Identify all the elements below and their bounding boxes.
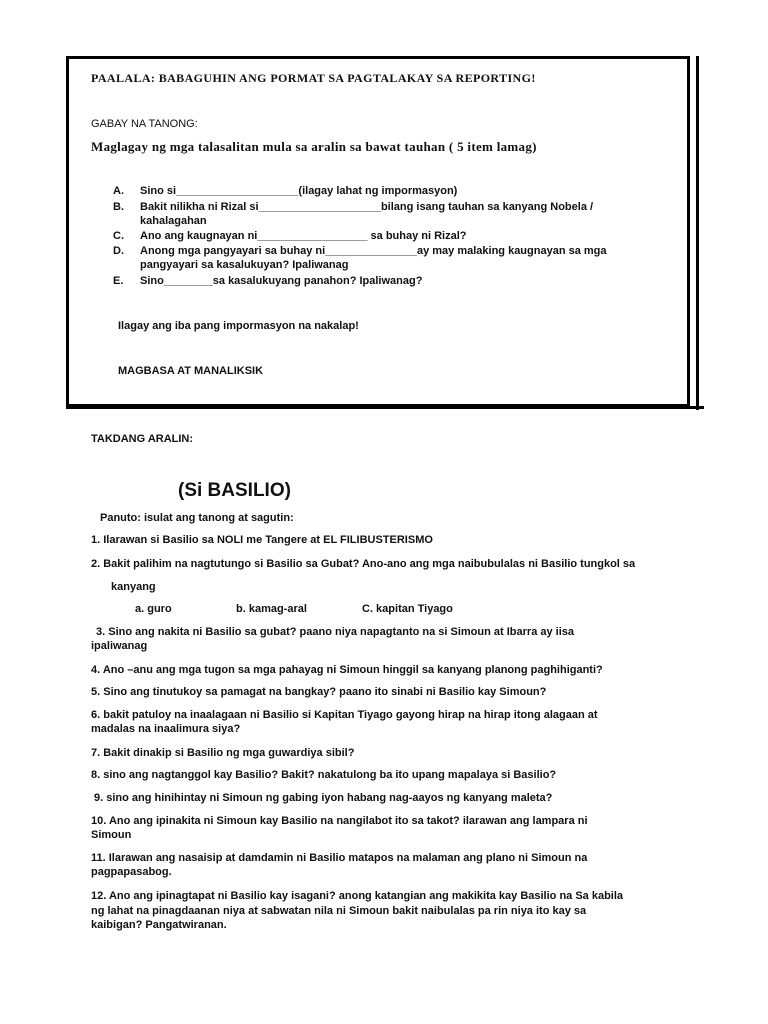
question-6: 6. bakit patuloy na inaalagaan ni Basilio si Kapitan Tiyago gayong hirap na hirap itong alagaan at bbox=[91, 709, 598, 721]
guide-item-d bbox=[113, 245, 607, 257]
guide-instruction: Maglagay ng mga talasalitan mula sa aralin sa bawat tauhan ( 5 item lamag) bbox=[91, 139, 537, 154]
question-5: 5. Sino ang tinutukoy sa pamagat na bangkay? paano ito sinabi ni Basilio kay Simoun? bbox=[91, 686, 547, 698]
question-10-cont: Simoun bbox=[91, 829, 132, 841]
question-3: 3. Sino ang nakita ni Basilio sa gubat? paano niya napagtanto na si Simoun at Ibarra ay iisa bbox=[96, 626, 575, 638]
question-2-cont: kanyang bbox=[111, 581, 156, 593]
guide-item-c bbox=[113, 230, 467, 242]
item-text: Sino________sa kasalukuyang panahon? Ipaliwanag? bbox=[140, 275, 423, 287]
item-letter: A. bbox=[113, 185, 124, 197]
question-1: 1. Ilarawan si Basilio sa NOLI me Tangere at EL FILIBUSTERISMO bbox=[91, 534, 433, 546]
question-12: 12. Ano ang ipinagtapat ni Basilio kay isagani? anong katangian ang makikita kay Basilio na Sa kabila bbox=[91, 890, 624, 902]
question-2: 2. Bakit palihim na nagtutungo si Basilio sa Gubat? Ano-ano ang mga naibubulalas ni Basilio tungkol sa bbox=[91, 558, 636, 570]
box-border-bottom bbox=[66, 406, 704, 409]
reminder-heading: PAALALA: BABAGUHIN ANG PORMAT SA PAGTALAKAY SA REPORTING! bbox=[91, 71, 536, 85]
question-6-cont: madalas na inaalimura siya? bbox=[91, 723, 241, 735]
item-text: Sino si____________________(ilagay lahat ng impormasyon) bbox=[140, 185, 458, 197]
guide-label: GABAY NA TANONG: bbox=[91, 118, 198, 130]
question-10: 10. Ano ang ipinakita ni Simoun kay Basilio na nangilabot ito sa takot? ilarawan ang lampara ni bbox=[91, 815, 588, 827]
box-border-right bbox=[688, 56, 699, 410]
guide-item-b bbox=[113, 201, 593, 213]
item-letter: C. bbox=[113, 230, 124, 242]
question-11-cont: pagpapasabog. bbox=[91, 866, 172, 878]
item-text: Anong mga pangyayari sa buhay ni_______________ay may malaking kaugnayan sa mga bbox=[140, 245, 607, 257]
item-text: Ano ang kaugnayan ni__________________ sa buhay ni Rizal? bbox=[140, 230, 467, 242]
item-letter: B. bbox=[113, 201, 124, 213]
guide-item-a bbox=[113, 185, 457, 197]
question-7: 7. Bakit dinakip si Basilio ng mga guwardiya sibil? bbox=[91, 747, 355, 759]
box-closing: MAGBASA AT MANALIKSIK bbox=[118, 365, 264, 377]
item-letter: D. bbox=[113, 245, 124, 257]
directions: Panuto: isulat ang tanong at sagutin: bbox=[100, 512, 294, 524]
homework-label: TAKDANG ARALIN: bbox=[91, 433, 194, 445]
box-note: Ilagay ang iba pang impormasyon na nakalap! bbox=[118, 320, 359, 332]
item-text: Bakit nilikha ni Rizal si____________________bilang isang tauhan sa kanyang Nobela / bbox=[140, 201, 594, 213]
question-12-cont-1: ng lahat na pinagdaanan niya at sabwatan nila ni Simoun bakit naibulalas pa rin niya ito kay sa bbox=[91, 905, 587, 917]
option-c: C. kapitan Tiyago bbox=[362, 603, 453, 615]
item-letter: E. bbox=[113, 275, 124, 287]
question-11: 11. Ilarawan ang nasaisip at damdamin ni Basilio matapos na malaman ang plano ni Simoun na bbox=[91, 852, 588, 864]
page-title: (Si BASILIO) bbox=[178, 480, 291, 501]
question-3-cont: ipaliwanag bbox=[91, 640, 148, 652]
option-a: a. guro bbox=[135, 603, 172, 615]
guide-item-d-cont: pangyayari sa kasalukuyan? Ipaliwanag bbox=[140, 259, 349, 271]
question-4: 4. Ano –anu ang mga tugon sa mga pahayag ni Simoun hinggil sa kanyang planong paghihiganti? bbox=[91, 664, 603, 676]
option-b: b. kamag-aral bbox=[236, 603, 307, 615]
guide-item-e bbox=[113, 275, 422, 287]
question-8: 8. sino ang nagtanggol kay Basilio? Bakit? nakatulong ba ito upang mapalaya si Basilio? bbox=[91, 769, 557, 781]
question-9: 9. sino ang hinihintay ni Simoun ng gabing iyon habang nag-aayos ng kanyang maleta? bbox=[94, 792, 553, 804]
guide-item-b-cont: kahalagahan bbox=[140, 215, 207, 227]
question-12-cont-2: kaibigan? Pangatwiranan. bbox=[91, 919, 227, 931]
